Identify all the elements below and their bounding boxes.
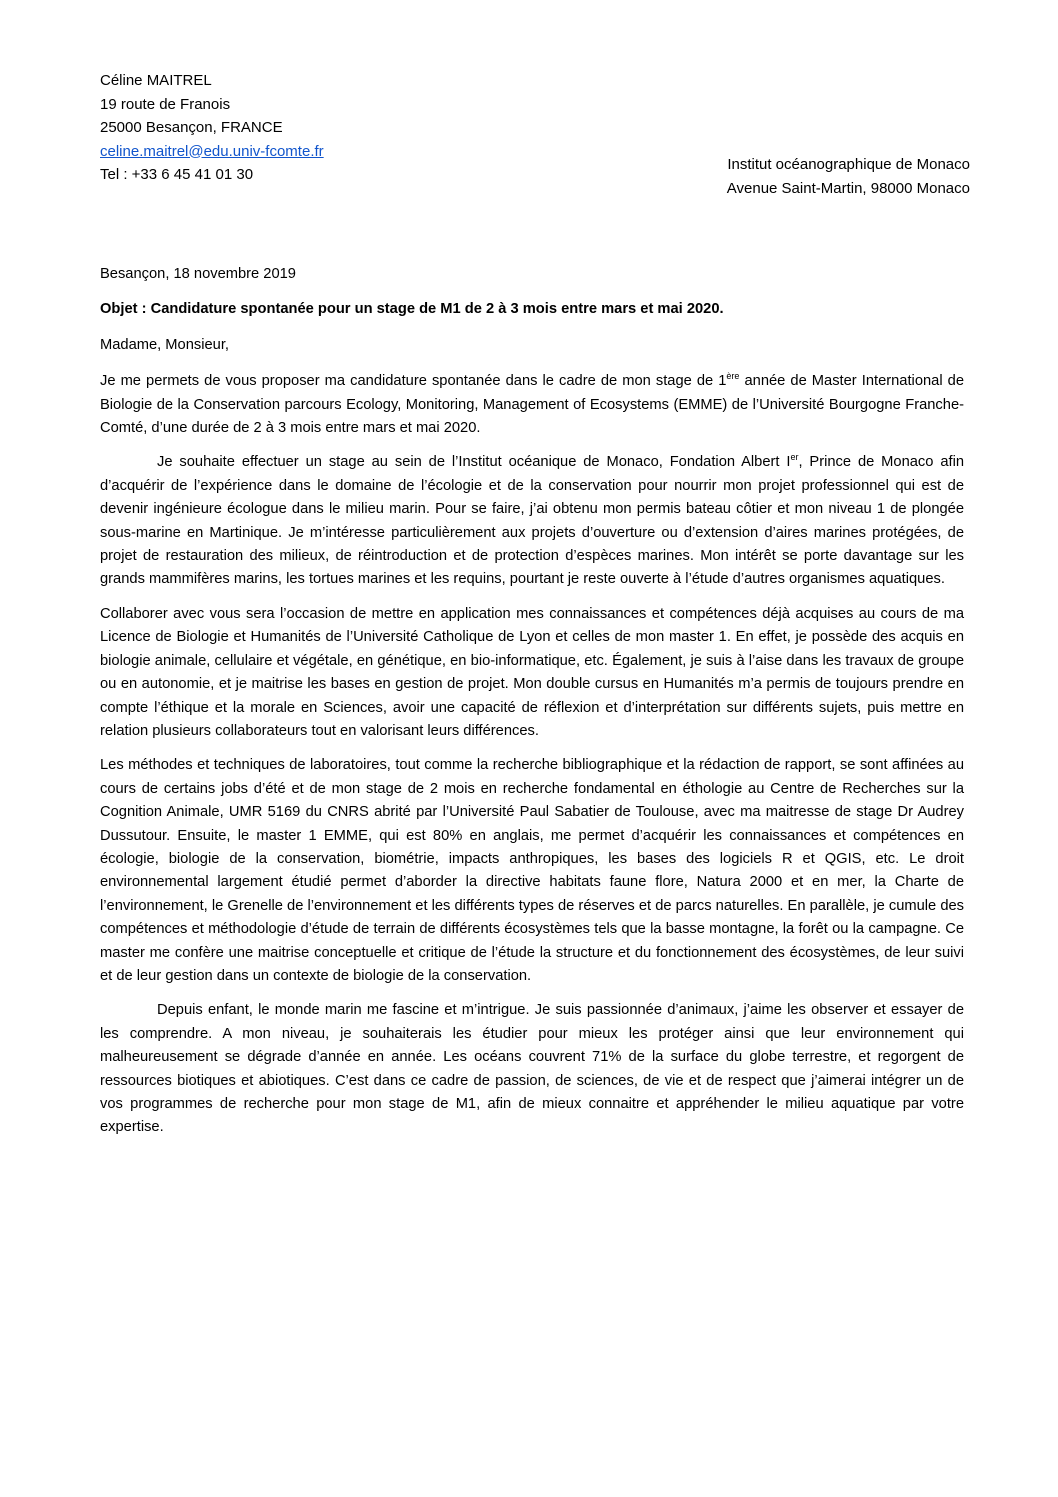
letter-body bbox=[100, 263, 964, 1151]
recipient-address-block bbox=[727, 153, 970, 200]
paragraph-2-superscript: er bbox=[790, 452, 799, 463]
paragraph-4: Les méthodes et techniques de laboratoires, tout comme la recherche bibliographique et la rédaction de rapport, se sont affinées au cours de certains jobs d’été et de mon stage de 2 mois en recherche fondamental en éthologie au Centre de Recherches sur la Cognition Animale, UMR 5169 du CNRS abrité par l’Université Paul Sabatier de Toulouse, avec ma maitresse de stage Dr Audrey Dussutour. Ensuite, le master 1 EMME, qui est 80% en anglais, me permet d’acquérir les connaissances et compétences en écologie, biologie de la conservation, biométrie, impacts anthropiques, les bases des logiciels R et QGIS, etc. Le droit environnemental largement étudié permet d’aborder la directive habitats faune flore, Natura 2000 et en mer, la Charte de l’environnement, le Grenelle de l’environnement et les différents types de réserves et de parcs naturelles. En parallèle, je cumule des compétences et méthodologie d’étude de terrain de différents écosystèmes tels que la basse montagne, la forêt ou la campagne. Ce master me confère une maitrise conceptuelle et critique de l’étude la structure et du fonctionnement des écosystèmes, de leur suivi et de leur gestion dans un contexte de biologie de la conservation. bbox=[100, 757, 964, 984]
sender-address-block bbox=[100, 69, 324, 187]
letter-object: Objet : Candidature spontanée pour un stage de M1 de 2 à 3 mois entre mars et mai 2020. bbox=[100, 301, 724, 318]
sender-name: Céline MAITREL bbox=[100, 72, 212, 89]
paragraph-1-superscript: ère bbox=[726, 371, 740, 382]
paragraph-1 bbox=[100, 370, 964, 440]
sender-city: 25000 Besançon, FRANCE bbox=[100, 119, 283, 136]
paragraph-1-part-b: année de Master International de Biologie de la Conservation parcours Ecology, Monitoring, Management of Ecosystems (EMME) de l’Université Bourgogne Franche-Comté, d’une durée de 2 à 3 mois entre mars et mai 2020. bbox=[100, 373, 964, 437]
letter-date: Besançon, 18 novembre 2019 bbox=[100, 266, 296, 282]
recipient-name: Institut océanographique de Monaco bbox=[727, 156, 970, 173]
sender-email-link[interactable]: celine.maitrel@edu.univ-fcomte.fr bbox=[100, 142, 324, 160]
sender-street: 19 route de Franois bbox=[100, 95, 231, 113]
letter-salutation: Madame, Monsieur, bbox=[100, 336, 229, 353]
paragraph-5: Depuis enfant, le monde marin me fascine et m’intrigue. Je suis passionnée d’animaux, j’aime les observer et essayer de les comprendre. A mon niveau, je souhaiterais les étudier pour mieux les protéger ainsi que leur environnement qui malheureusement se dégrade d’année en année. Les océans couvrent 71% de la surface du globe terrestre, et regorgent de ressources biotiques et abiotiques. C’est dans ce cadre de passion, de sciences, de vie et de respect que j’aimerai intégrer un de vos programmes de recherche pour mon stage de M1, afin de mieux connaitre et appréhender le milieu aquatique par votre expertise. bbox=[100, 1002, 964, 1136]
paragraph-3: Collaborer avec vous sera l’occasion de mettre en application mes connaissances et compétences déjà acquises au cours de ma Licence de Biologie et Humanités de l’Université Catholique de Lyon et celles de mon master 1. En effet, je possède des acquis en biologie animale, cellulaire et végétale, en génétique, en bio-informatique, etc. Également, je suis à l’aise dans les travaux de groupe ou en autonomie, et je maitrise les bases en gestion de projet. Mon double cursus en Humanités m’a permis de toujours prendre en compte l’éthique et la morale en Sciences, avoir une capacité de réflexion et d’interprétation sur différents sujets, puis mettre en relation plusieurs collaborateurs tout en valorisant leurs différences. bbox=[100, 605, 964, 739]
recipient-address: Avenue Saint-Martin, 98000 Monaco bbox=[726, 179, 970, 197]
paragraph-1-part-a: Je me permets de vous proposer ma candidature spontanée dans le cadre de mon stage de 1 bbox=[100, 373, 727, 390]
sender-phone: Tel : +33 6 45 41 01 30 bbox=[100, 166, 254, 183]
paragraph-2-part-b: , Prince de Monaco afin d’acquérir de l’expérience dans le domaine de l’écologie et de la conservation pour nourrir mon projet professionnel qui est de devenir ingénieure écologue dans le milieu marin. Pour se faire, j’ai obtenu mon permis bateau côtier et mon niveau 1 de plongée sous-marine en Martinique. Je m’intéresse particulièrement aux projets d’ouverture ou d’extension d’aires marines protégées, de projet de restauration des milieux, de réintroduction et de protection d’espèces marines. Mon intérêt se porte davantage sur les grands mammifères marins, les tortues marines et les requins, pourtant je reste ouverte à l’étude d’autres organismes aquatiques. bbox=[100, 454, 964, 588]
paragraph-2-part-a: Je souhaite effectuer un stage au sein de l’Institut océanique de Monaco, Fondation Albert I bbox=[157, 454, 791, 471]
paragraph-2 bbox=[100, 451, 964, 591]
